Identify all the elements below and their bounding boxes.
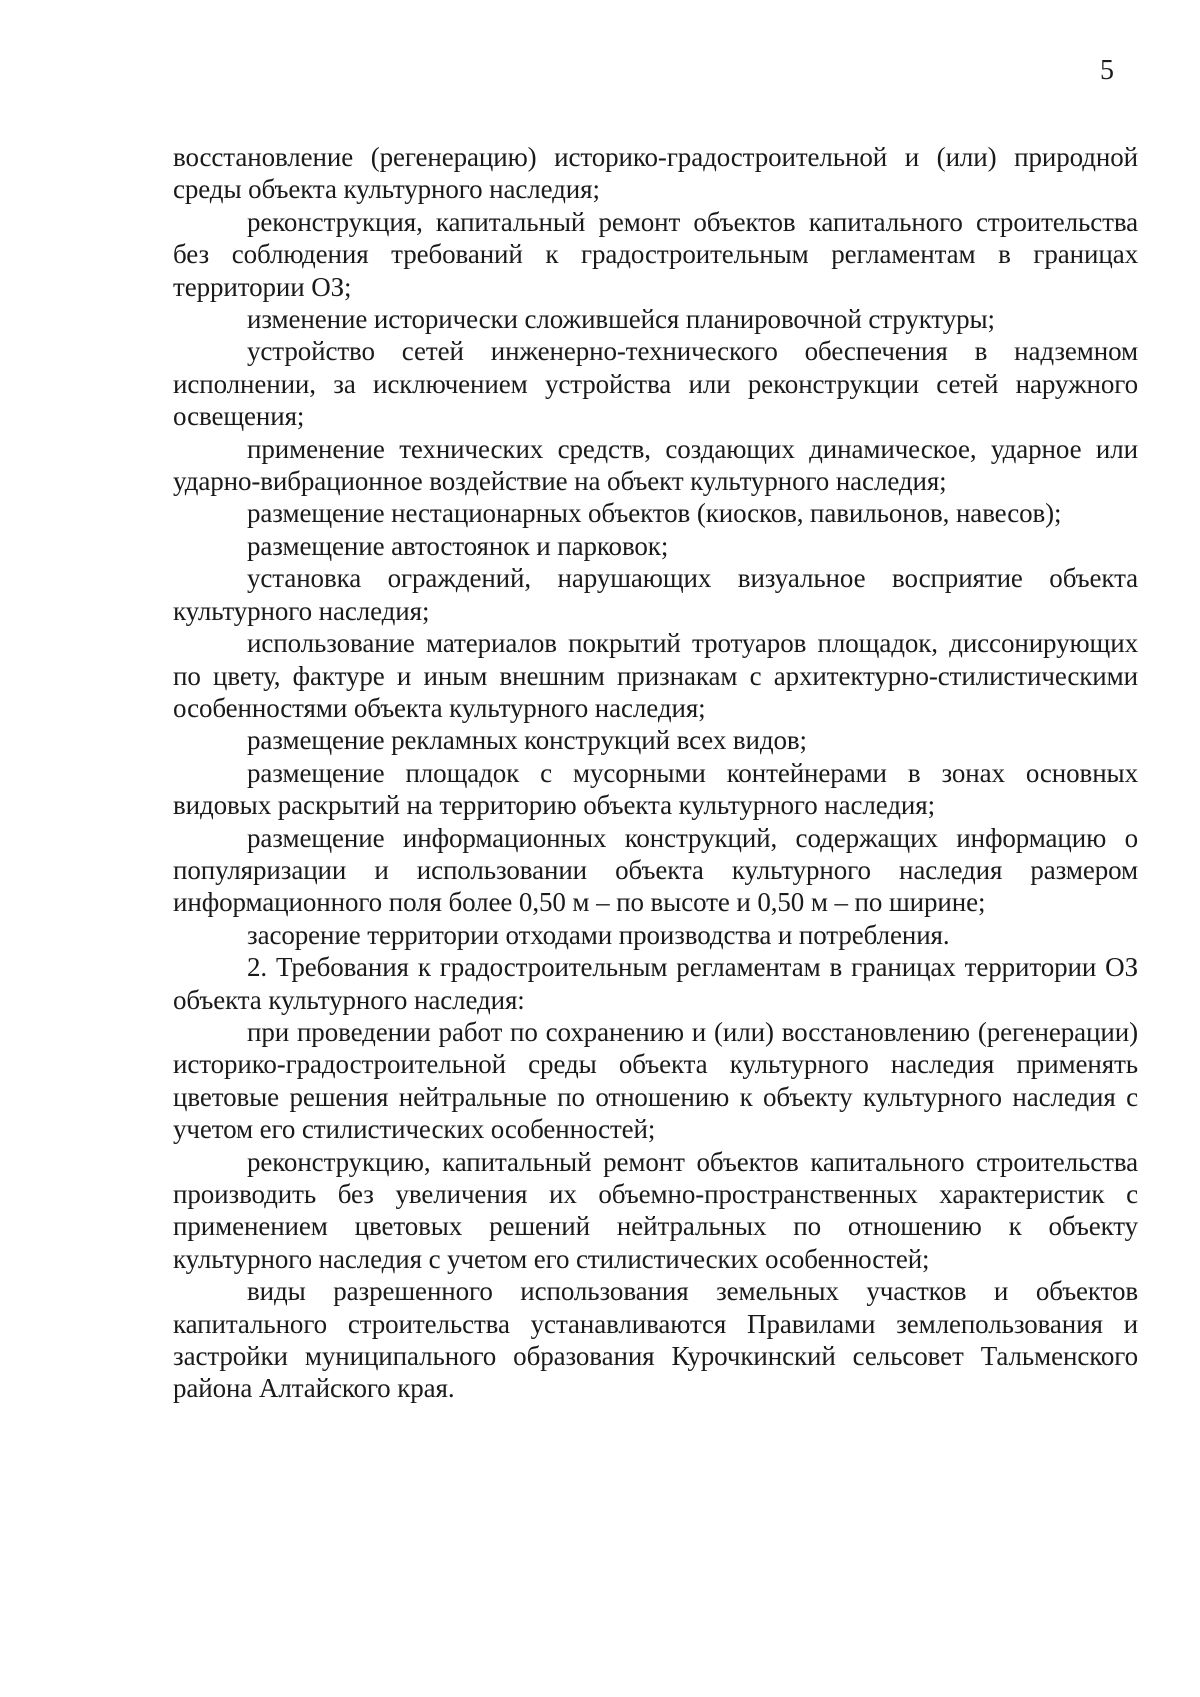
paragraph: виды разрешенного использования земельных участков и объектов капитального строительства устанавливаются Правилами землепользования и застройки муниципального образования Курочкинский сельсовет Тальменского района Алтайского края. (173, 1276, 1138, 1404)
paragraph: установка ограждений, нарушающих визуальное восприятие объекта культурного наследия; (173, 563, 1138, 626)
paragraph: изменение исторически сложившейся планировочной структуры; (247, 304, 995, 335)
paragraph: реконструкция, капитальный ремонт объектов капитального строительства без соблюдения требований к градостроительным регламентам в границах территории ОЗ; (173, 206, 1138, 302)
paragraph: размещение рекламных конструкций всех видов; (247, 725, 807, 756)
section-heading: 2. Требования к градостроительным регламентам в границах территории ОЗ объекта культурного наследия: (173, 952, 1138, 1015)
paragraph: устройство сетей инженерно-технического обеспечения в надземном исполнении, за исключением устройства или реконструкции сетей наружного освещения; (173, 336, 1138, 432)
paragraph: применение технических средств, создающих динамическое, ударное или ударно-вибрационное воздействие на объект культурного наследия; (173, 433, 1138, 497)
document-body (173, 141, 1138, 1405)
paragraph: использование материалов покрытий тротуаров площадок, диссонирующих по цвету, фактуре и иным внешним признакам с архитектурно-стилистическими особенностями объекта культурного наследия; (173, 628, 1138, 723)
paragraph: восстановление (регенерацию) историко-градостроительной и (или) природной среды объекта культурного наследия; (173, 142, 1138, 205)
paragraph: реконструкцию, капитальный ремонт объектов капитального строительства производить без увеличения их объемно-пространственных характеристик с применением цветовых решений нейтральных по отношению к объекту культурного наследия с учетом его стилистических особенностей; (173, 1146, 1138, 1274)
paragraph: засорение территории отходами производства и потребления. (247, 919, 950, 950)
paragraph: размещение площадок с мусорными контейнерами в зонах основных видовых раскрытий на территорию объекта культурного наследия; (173, 757, 1138, 821)
paragraph: размещение нестационарных объектов (киосков, павильонов, навесов); (247, 498, 1062, 529)
paragraph: размещение информационных конструкций, содержащих информацию о популяризации и использовании объекта культурного наследия размером информационного поля более 0,50 м – по высоте и 0,50 м – по ширине; (173, 822, 1138, 918)
paragraph: при проведении работ по сохранению и (или) восстановлению (регенерации) историко-градостроительной среды объекта культурного наследия применять цветовые решения нейтральные по отношению к объекту культурного наследия с учетом его стилистических особенностей; (173, 1016, 1138, 1145)
paragraph: размещение автостоянок и парковок; (247, 530, 669, 561)
page-number: 5 (1100, 55, 1114, 86)
